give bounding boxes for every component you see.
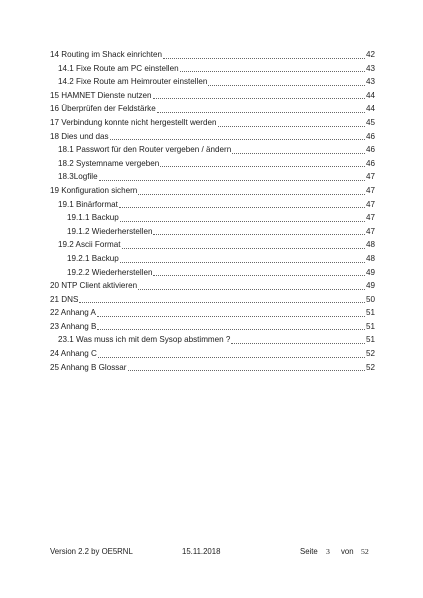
- toc-entry-title: 14.2 Fixe Route am Heimrouter einstellen: [58, 77, 208, 87]
- footer-version: Version 2.2 by OE5RNL: [50, 547, 133, 556]
- toc-entry-page: 49: [365, 267, 375, 277]
- toc-dot-leader: [97, 329, 365, 330]
- toc-dot-leader: [79, 302, 365, 303]
- toc-entry[interactable]: [50, 116, 375, 130]
- toc-dot-leader: [180, 71, 365, 72]
- toc-entry[interactable]: [50, 48, 375, 62]
- toc-entry-title: 19.2.1 Backup: [67, 253, 119, 263]
- toc-dot-leader: [157, 112, 365, 113]
- toc-entry[interactable]: [50, 143, 375, 157]
- toc-entry[interactable]: [50, 211, 375, 225]
- toc-dot-leader: [231, 343, 365, 344]
- toc-dot-leader: [122, 248, 365, 249]
- toc-entry[interactable]: [50, 320, 375, 334]
- toc-dot-leader: [99, 180, 365, 181]
- toc-entry-title: 25 Anhang B Glossar: [50, 362, 127, 372]
- toc-entry[interactable]: [50, 130, 375, 144]
- toc-entry-title: 18.2 Systemname vergeben: [58, 158, 160, 168]
- toc-entry-page: 51: [365, 308, 375, 318]
- toc-dot-leader: [138, 289, 365, 290]
- toc-entry-page: 47: [365, 213, 375, 223]
- toc-entry-page: 52: [365, 362, 375, 372]
- toc-entry[interactable]: [50, 170, 375, 184]
- toc-dot-leader: [160, 166, 365, 167]
- toc-entry-page: 47: [365, 172, 375, 182]
- toc-entry-title: 19.2.2 Wiederherstellen: [67, 267, 153, 277]
- toc-entry[interactable]: [50, 75, 375, 89]
- toc-entry[interactable]: [50, 157, 375, 171]
- toc-entry-title: 18.1 Passwort für den Router vergeben / ändern: [58, 145, 232, 155]
- toc-entry[interactable]: [50, 252, 375, 266]
- toc-entry[interactable]: [50, 266, 375, 280]
- toc-dot-leader: [153, 275, 365, 276]
- toc-entry-title: 21 DNS: [50, 294, 79, 304]
- toc-entry[interactable]: [50, 198, 375, 212]
- toc-entry-page: 46: [365, 158, 375, 168]
- toc-entry-page: 49: [365, 281, 375, 291]
- toc-entry-page: 44: [365, 104, 375, 114]
- toc-entry-page: 47: [365, 185, 375, 195]
- toc-entry-title: 19.1 Binärformat: [58, 199, 118, 209]
- toc-entry-page: 51: [365, 335, 375, 345]
- toc-entry[interactable]: [50, 293, 375, 307]
- toc-entry-title: 14 Routing im Shack einrichten: [50, 50, 163, 59]
- footer-total-pages: 52: [361, 547, 369, 556]
- toc-entry-page: 52: [365, 349, 375, 359]
- footer-page-label: Seite: [300, 547, 318, 556]
- toc-dot-leader: [208, 85, 365, 86]
- toc-entry-title: 23 Anhang B: [50, 321, 97, 331]
- toc-entry-page: 46: [365, 131, 375, 141]
- toc-dot-leader: [153, 98, 365, 99]
- toc-entry-page: 45: [365, 117, 375, 127]
- toc-entry[interactable]: [50, 279, 375, 293]
- toc-dot-leader: [163, 58, 365, 59]
- toc-entry[interactable]: [50, 62, 375, 76]
- toc-entry[interactable]: [50, 361, 375, 375]
- toc-dot-leader: [153, 234, 365, 235]
- toc-entry-page: 42: [365, 50, 375, 59]
- toc-entry-page: 51: [365, 321, 375, 331]
- toc-entry[interactable]: [50, 102, 375, 116]
- toc-entry[interactable]: [50, 225, 375, 239]
- footer-page-number: 3: [326, 547, 330, 556]
- toc-entry-title: 22 Anhang A: [50, 308, 96, 318]
- toc-dot-leader: [138, 194, 365, 195]
- toc-entry-title: 19.1.1 Backup: [67, 213, 119, 223]
- toc-entry-title: 23.1 Was muss ich mit dem Sysop abstimmen ?: [58, 335, 231, 345]
- toc-dot-leader: [120, 221, 365, 222]
- toc-entry-page: 47: [365, 226, 375, 236]
- toc-dot-leader: [119, 207, 365, 208]
- toc-entry-title: 18.3Logfile: [58, 172, 98, 182]
- toc-entry-page: 48: [365, 253, 375, 263]
- footer-date: 15.11.2018: [182, 547, 221, 556]
- toc-dot-leader: [110, 139, 365, 140]
- toc-entry-page: 46: [365, 145, 375, 155]
- toc-dot-leader: [98, 357, 365, 358]
- toc-entry-page: 43: [365, 77, 375, 87]
- toc-entry-page: 50: [365, 294, 375, 304]
- toc-entry[interactable]: [50, 238, 375, 252]
- toc-entry[interactable]: [50, 333, 375, 347]
- toc-entry-page: 48: [365, 240, 375, 250]
- toc-entry[interactable]: [50, 184, 375, 198]
- toc-entry[interactable]: [50, 347, 375, 361]
- toc-entry-title: 18 Dies und das: [50, 131, 109, 141]
- page-footer: [50, 546, 375, 558]
- toc-entry-title: 24 Anhang C: [50, 349, 97, 359]
- toc-entry-title: 19.1.2 Wiederherstellen: [67, 226, 153, 236]
- toc-dot-leader: [232, 153, 365, 154]
- toc-entry-page: 47: [365, 199, 375, 209]
- toc-entry-title: 14.1 Fixe Route am PC einstellen: [58, 63, 179, 73]
- table-of-contents: [50, 48, 375, 374]
- toc-entry-page: 43: [365, 63, 375, 73]
- toc-entry[interactable]: [50, 89, 375, 103]
- toc-entry[interactable]: [50, 306, 375, 320]
- toc-entry-title: 17 Verbindung konnte nicht hergestellt werden: [50, 117, 217, 127]
- toc-entry-title: 15 HAMNET Dienste nutzen: [50, 90, 152, 100]
- toc-entry-title: 16 Überprüfen der Feldstärke: [50, 104, 156, 114]
- toc-dot-leader: [120, 262, 365, 263]
- toc-dot-leader: [128, 370, 365, 371]
- toc-entry-title: 20 NTP Client aktivieren: [50, 281, 138, 291]
- footer-of-label: von: [341, 547, 354, 556]
- toc-entry-page: 44: [365, 90, 375, 100]
- toc-entry-title: 19 Konfiguration sichern: [50, 185, 138, 195]
- toc-entry-title: 19.2 Ascii Format: [58, 240, 121, 250]
- toc-dot-leader: [97, 316, 365, 317]
- toc-dot-leader: [218, 126, 365, 127]
